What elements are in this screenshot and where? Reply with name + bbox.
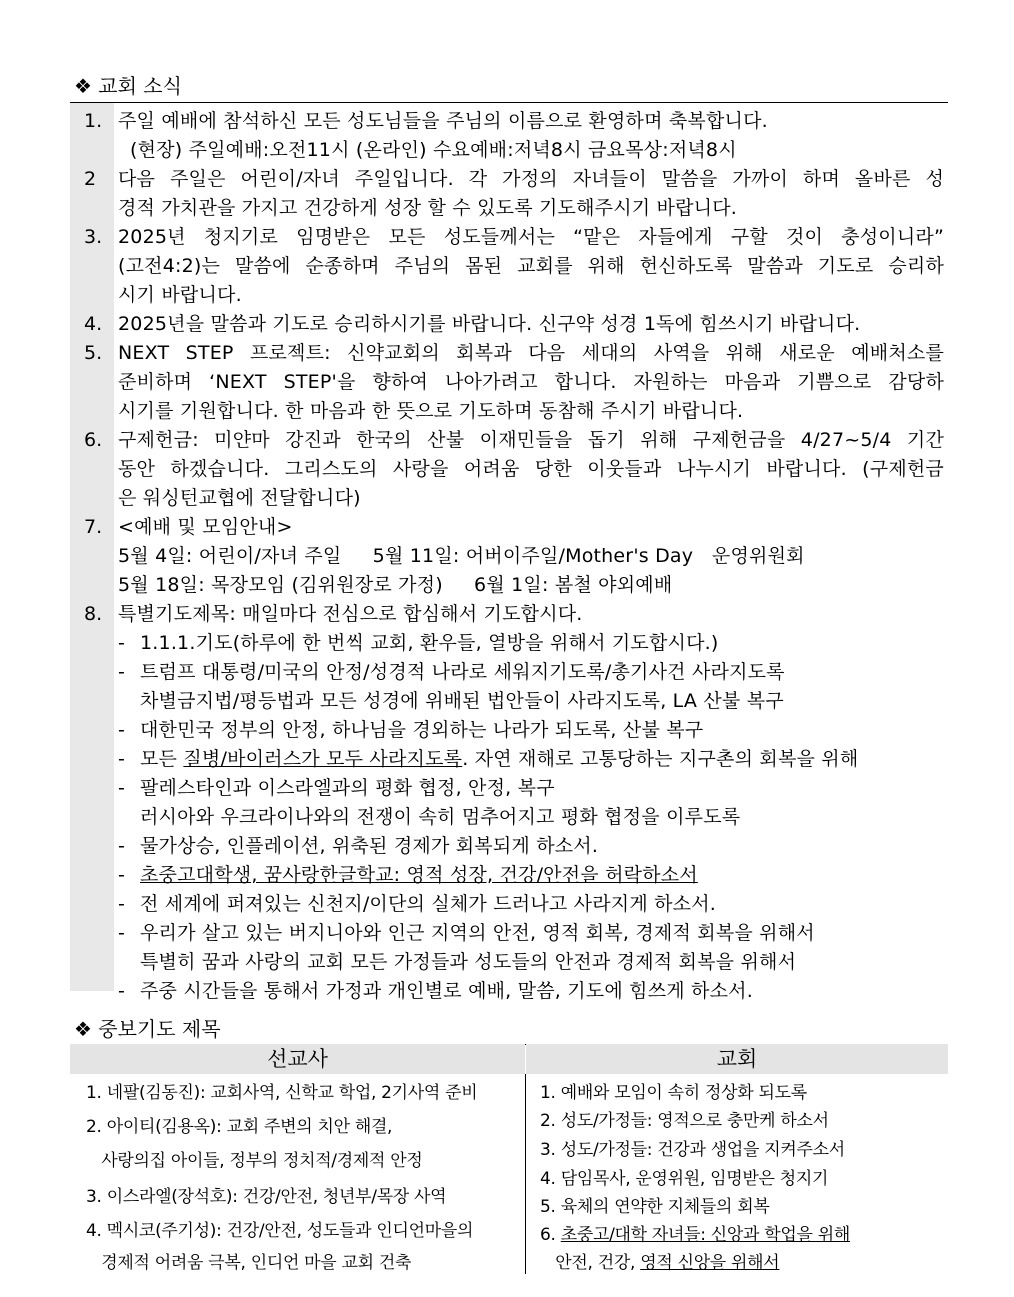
item-number: 7. xyxy=(84,516,103,538)
church-column-header: 교회 xyxy=(526,1044,948,1074)
missionary-column-header: 선교사 xyxy=(70,1044,525,1074)
item-text: 다음 주일은 어린이/자녀 주일입니다. 각 가정의 자녀들이 말씀을 가까이 하며 올바른 성 xyxy=(118,168,944,190)
missionary-item: 2. 아이티(김용옥): 교회 주변의 치안 해결, xyxy=(86,1117,393,1137)
item-text: 2025년 청지기로 임명받은 모든 성도들께서는 “맡은 자들에게 구할 것이 충성이니라” xyxy=(118,226,944,248)
item-number: 1. xyxy=(84,110,103,132)
prayer-bullet: - 대한민국 정부의 안정, 하나님을 경외하는 나라가 되도록, 산불 복구 xyxy=(118,719,704,741)
column-divider xyxy=(525,1074,526,1274)
item-number: 6. xyxy=(84,429,103,451)
item-number: 3. xyxy=(84,226,103,248)
prayer-bullet: - 주중 시간들을 통해서 가정과 개인별로 예배, 말씀, 기도에 힘쓰게 하소서. xyxy=(118,980,753,1002)
item-text: 주일 예배에 참석하신 모든 성도님들을 주님의 이름으로 환영하며 축복합니다. xyxy=(118,110,768,132)
underlined-text: 초중고대학생, 꿈사랑한글학교: 영적 성장, 건강/안전을 허락하소서 xyxy=(140,864,698,886)
prayer-bullet-cont: 러시아와 우크라이나와의 전쟁이 속히 멈추어지고 평화 협정을 이루도록 xyxy=(140,806,741,828)
item-number: 2 xyxy=(84,168,97,190)
church-news xyxy=(70,103,948,1002)
prayer-bullet: - 모든 질병/바이러스가 모두 사라지도록. 자연 재해로 고통당하는 지구촌의 회복을 위해 xyxy=(118,748,859,770)
item-text: 준비하며 ‘NEXT STEP'을 향하여 나아가려고 합니다. 자원하는 마음과 기쁨으로 감당하 xyxy=(118,371,944,393)
item-text: 구제헌금: 미얀마 강진과 한국의 산불 이재민들을 돕기 위해 구제헌금을 4/27~5/4 기간 xyxy=(118,429,944,451)
missionary-item: 경제적 어려움 극복, 인디언 마을 교회 건축 xyxy=(86,1253,412,1273)
prayer-bullet: - 초중고대학생, 꿈사랑한글학교: 영적 성장, 건강/안전을 허락하소서 xyxy=(118,864,698,886)
missionary-item: 3. 이스라엘(장석호): 건강/안전, 청년부/목장 사역 xyxy=(86,1187,447,1207)
item-text: 동안 하겠습니다. 그리스도의 사랑을 어려움 당한 이웃들과 나누시기 바랍니다. (구제헌금 xyxy=(118,458,944,480)
item-text: 은 워싱턴교협에 전달합니다) xyxy=(118,487,361,509)
item-number: 4. xyxy=(84,313,103,335)
prayer-topics-title: 특별기도제목: 매일마다 전심으로 합심해서 기도합시다. xyxy=(118,603,583,625)
underlined-text: 질병/바이러스가 모두 사라지도록 xyxy=(183,748,463,770)
item-text: 시기 바랍니다. xyxy=(118,284,242,306)
prayer-heading: ❖ 중보기도 제목 xyxy=(74,1017,221,1041)
church-item: 1. 예배와 모임이 속히 정상화 되도록 xyxy=(540,1083,807,1103)
church-item: 2. 성도/가정들: 영적으로 충만케 하소서 xyxy=(540,1111,829,1131)
prayer-bullet-cont: 특별히 꿈과 사랑의 교회 모든 가정들과 성도들의 안전과 경제적 회복을 위해서 xyxy=(140,951,797,973)
item-text: (고전4:2)는 말씀에 순종하며 주님의 몸된 교회를 위해 헌신하도록 말씀과 기도로 승리하 xyxy=(118,255,944,277)
item-text: (현장) 주일예배:오전11시 (온라인) 수요예배:저녁8시 금요목상:저녁8시 xyxy=(130,139,737,161)
item-text: NEXT STEP 프로젝트: 신약교회의 회복과 다음 세대의 사역을 위해 새로운 예배처소를 xyxy=(118,342,944,364)
prayer-bullet: - 팔레스타인과 이스라엘과의 평화 협정, 안정, 복구 xyxy=(118,777,555,799)
church-item: 6. 초중고/대학 자녀들: 신앙과 학업을 위해 xyxy=(540,1225,850,1245)
item-number: 5. xyxy=(84,342,103,364)
prayer-bullet: - 1.1.1.기도(하루에 한 번씩 교회, 환우들, 열방을 위해서 기도합시다.) xyxy=(118,632,719,654)
missionary-item: 1. 네팔(김동진): 교회사역, 신학교 학업, 2기사역 준비 xyxy=(86,1083,478,1103)
prayer-bullet: - 전 세계에 퍼져있는 신천지/이단의 실체가 드러나고 사라지게 하소서. xyxy=(118,893,717,915)
item-number: 8. xyxy=(84,603,103,625)
item-text: 경적 가치관을 가지고 건강하게 성장 할 수 있도록 기도해주시기 바랍니다. xyxy=(118,197,738,219)
underlined-text: 영적 신앙을 위해서 xyxy=(640,1253,780,1273)
item-text: 5월 18일: 목장모임 (김위원장로 가정) 6월 1일: 봄철 야외예배 xyxy=(118,574,673,596)
church-item: 안전, 건강, 영적 신앙을 위해서 xyxy=(540,1253,780,1273)
item-text: 5월 4일: 어린이/자녀 주일 5월 11일: 어버이주일/Mother's Day 운영위원회 xyxy=(118,545,805,567)
church-item: 5. 육체의 연약한 지체들의 회복 xyxy=(540,1197,770,1217)
prayer-table xyxy=(70,1044,948,1274)
prayer-bullet: - 우리가 살고 있는 버지니아와 인근 지역의 안전, 영적 회복, 경제적 회복을 위해서 xyxy=(118,922,815,944)
item-text: 시기를 기원합니다. 한 마음과 한 뜻으로 기도하며 동참해 주시기 바랍니다. xyxy=(118,400,744,422)
church-item: 3. 성도/가정들: 건강과 생업을 지켜주소서 xyxy=(540,1140,845,1160)
missionary-item: 사랑의집 아이들, 정부의 정치적/경제적 안정 xyxy=(86,1151,423,1171)
item-text: <예배 및 모임안내> xyxy=(118,516,293,538)
prayer-bullet: - 트럼프 대통령/미국의 안정/성경적 나라로 세워지기도록/총기사건 사라지도록 xyxy=(118,661,785,683)
news-heading: ❖ 교회 소식 xyxy=(74,74,182,98)
church-item: 4. 담임목사, 운영위원, 임명받은 청지기 xyxy=(540,1169,829,1189)
prayer-bullet-cont: 차별금지법/평등법과 모든 성경에 위배된 법안들이 사라지도록, LA 산불 복구 xyxy=(140,690,784,712)
underlined-text: 초중고/대학 자녀들: 신앙과 학업을 위해 xyxy=(560,1225,850,1245)
prayer-bullet: - 물가상승, 인플레이션, 위축된 경제가 회복되게 하소서. xyxy=(118,835,599,857)
item-text: 2025년을 말씀과 기도로 승리하시기를 바랍니다. 신구약 성경 1독에 힘쓰시기 바랍니다. xyxy=(118,313,861,335)
missionary-item: 4. 멕시코(주기성): 건강/안전, 성도들과 인디언마을의 xyxy=(86,1221,474,1241)
